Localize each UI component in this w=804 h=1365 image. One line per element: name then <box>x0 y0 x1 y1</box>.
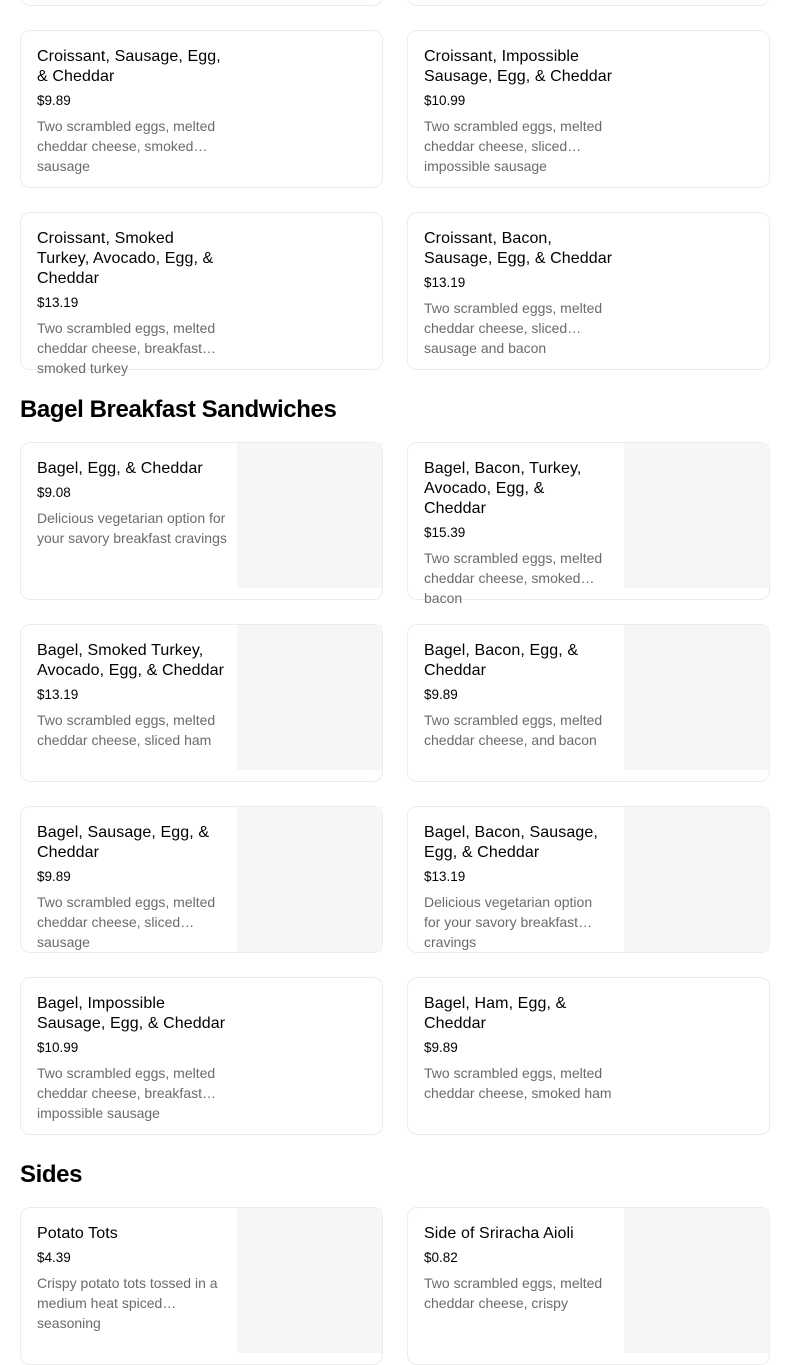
item-price: $9.89 <box>37 93 71 108</box>
menu-item-card[interactable] <box>407 212 770 370</box>
item-image-placeholder <box>624 443 769 588</box>
item-description: Two scrambled eggs, melted cheddar cheese, crispy <box>424 1275 603 1311</box>
item-description: Delicious vegetarian option for your savory breakfast cravings <box>424 894 593 950</box>
item-price: $13.19 <box>424 869 466 884</box>
item-name: Bagel, Egg, & Cheddar <box>37 460 203 477</box>
menu-item-card[interactable] <box>407 977 770 1135</box>
item-price: $13.19 <box>37 295 79 310</box>
item-name: Bagel, Bacon, Egg, & Cheddar <box>424 642 579 679</box>
item-name: Bagel, Smoked Turkey, Avocado, Egg, & Cheddar <box>37 642 225 679</box>
item-image-placeholder <box>624 1208 769 1353</box>
item-name: Croissant, Sausage, Egg, & Cheddar <box>37 48 221 85</box>
item-price: $4.39 <box>37 1250 71 1265</box>
menu-item-card[interactable] <box>20 977 383 1135</box>
menu-item-card[interactable] <box>20 442 383 600</box>
item-name: Bagel, Ham, Egg, & Cheddar <box>424 995 567 1032</box>
menu-item-card[interactable] <box>407 806 770 953</box>
item-description: Two scrambled eggs, melted cheddar cheese, sliced impossible sausage <box>424 118 603 174</box>
item-description: Two scrambled eggs, melted cheddar cheese, breakfast impossible sausage <box>37 1065 216 1121</box>
item-description: Two scrambled eggs, melted cheddar cheese, and bacon <box>424 712 603 748</box>
menu-item-card-partial[interactable] <box>20 0 383 6</box>
menu-item-card[interactable] <box>20 212 383 376</box>
item-price: $13.19 <box>424 275 466 290</box>
item-name: Bagel, Impossible Sausage, Egg, & Cheddar <box>37 995 226 1032</box>
item-name: Croissant, Smoked Turkey, Avocado, Egg, & Cheddar <box>37 230 214 287</box>
item-name: Croissant, Bacon, Sausage, Egg, & Cheddar <box>424 230 613 267</box>
item-price: $10.99 <box>37 1040 79 1055</box>
item-price: $9.89 <box>424 687 458 702</box>
item-price: $9.89 <box>37 869 71 884</box>
item-description: Two scrambled eggs, melted cheddar cheese, smoked bacon <box>424 550 603 606</box>
menu-item-card[interactable] <box>407 442 770 606</box>
item-image-placeholder <box>237 443 382 588</box>
item-name: Potato Tots <box>37 1225 118 1242</box>
item-description: Two scrambled eggs, melted cheddar cheese, sliced sausage and bacon <box>424 300 603 356</box>
item-price: $15.39 <box>424 525 466 540</box>
menu-item-card[interactable] <box>20 624 383 782</box>
section-title-sides: Sides <box>20 1161 83 1188</box>
menu-item-card[interactable] <box>407 624 770 782</box>
item-image-placeholder <box>624 625 769 770</box>
item-name: Croissant, Impossible Sausage, Egg, & Cheddar <box>424 48 613 85</box>
menu-item-card[interactable] <box>20 806 383 953</box>
item-name: Bagel, Bacon, Sausage, Egg, & Cheddar <box>424 824 598 861</box>
menu-item-card[interactable] <box>20 30 383 188</box>
item-name: Side of Sriracha Aioli <box>424 1225 574 1242</box>
item-description: Two scrambled eggs, melted cheddar cheese, sliced sausage <box>37 894 216 950</box>
menu-item-card[interactable] <box>407 30 770 188</box>
menu-item-card[interactable] <box>407 1207 770 1365</box>
item-price: $10.99 <box>424 93 466 108</box>
item-image-placeholder <box>237 1208 382 1353</box>
item-name: Bagel, Sausage, Egg, & Cheddar <box>37 824 210 861</box>
item-description: Two scrambled eggs, melted cheddar cheese, smoked ham <box>424 1065 612 1101</box>
item-description: Two scrambled eggs, melted cheddar cheese, breakfast smoked turkey <box>37 320 216 376</box>
section-title-bagel: Bagel Breakfast Sandwiches <box>20 396 337 423</box>
item-price: $9.89 <box>424 1040 458 1055</box>
item-price: $9.08 <box>37 485 71 500</box>
item-description: Two scrambled eggs, melted cheddar cheese, smoked sausage <box>37 118 216 174</box>
item-image-placeholder <box>237 625 382 770</box>
item-description: Delicious vegetarian option for your savory breakfast cravings <box>37 510 227 546</box>
item-image-placeholder <box>237 807 382 952</box>
item-price: $0.82 <box>424 1250 458 1265</box>
menu-item-card-partial[interactable] <box>407 0 770 6</box>
item-description: Crispy potato tots tossed in a medium heat spiced seasoning <box>37 1275 218 1331</box>
item-image-placeholder <box>624 807 769 952</box>
item-name: Bagel, Bacon, Turkey, Avocado, Egg, & Cheddar <box>424 460 582 517</box>
menu-item-card[interactable] <box>20 1207 383 1365</box>
item-price: $13.19 <box>37 687 79 702</box>
item-description: Two scrambled eggs, melted cheddar cheese, sliced ham <box>37 712 216 748</box>
